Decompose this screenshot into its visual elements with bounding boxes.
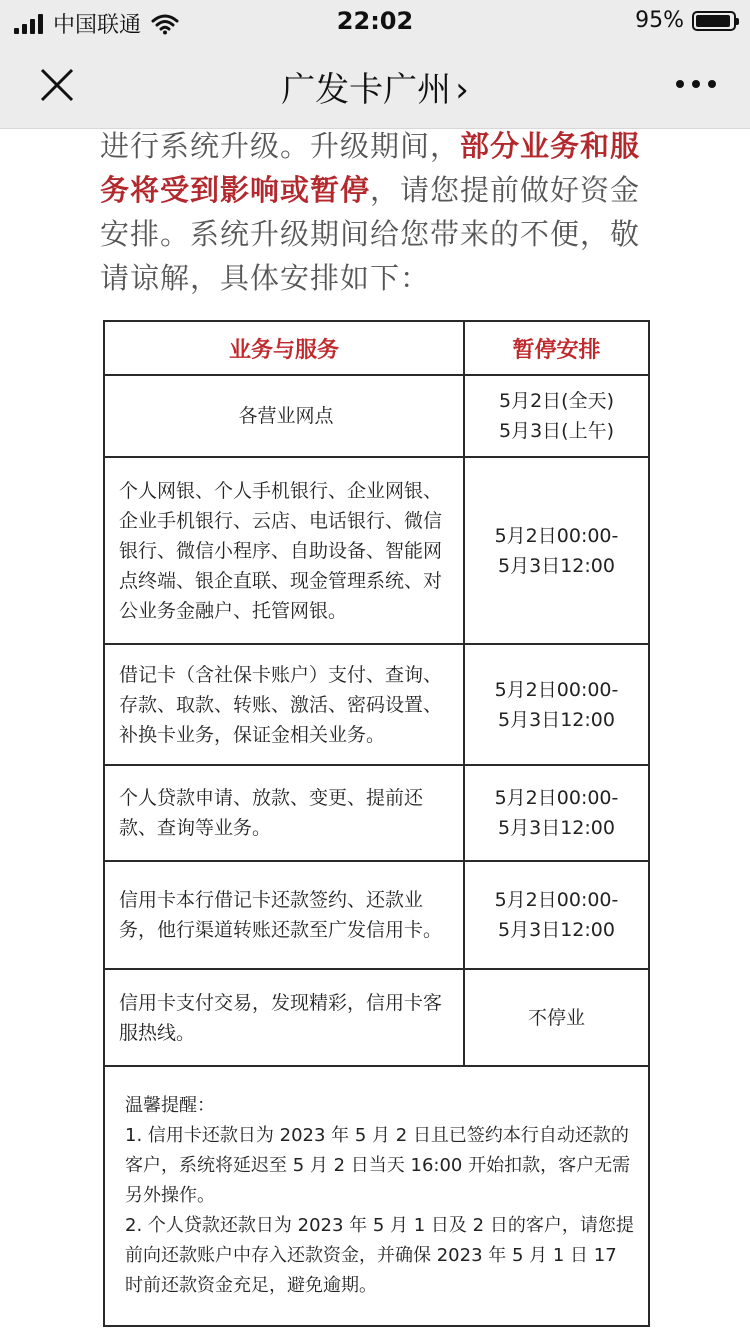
status-time: 22:02 [336,7,414,35]
service-cell: 个人网银、个人手机银行、企业网银、企业手机银行、云店、电话银行、微信银行、微信小程序、自助设备、智能网点终端、银企直联、现金管理系统、对公业务金融户、托管网银。 [104,457,464,644]
intro-highlight: 部分业务和服务将受到影响或暂停 [100,129,641,207]
tips-item: 1. 信用卡还款日为 2023 年 5 月 2 日且已签约本行自动还款的客户，系统将延迟至 5 月 2 日当天 16:00 开始扣款，客户无需另外操作。 [125,1125,631,1206]
table-row [104,765,649,861]
schedule-table [103,320,650,1327]
schedule-cell [464,861,649,969]
intro-text-1: 进行系统升级。升级期间， [100,129,461,163]
schedule-line: 5月2日(全天) [498,390,614,412]
schedule-line: 5月3日(上午) [498,420,614,442]
article-body [0,128,750,1334]
status-right [635,8,736,33]
header-schedule: 暂停安排 [464,321,649,375]
more-icon[interactable] [676,80,716,88]
table-header-row [104,321,649,375]
schedule-cell [464,457,649,644]
service-cell: 信用卡支付交易，发现精彩，信用卡客服热线。 [104,969,464,1066]
table-row [104,457,649,644]
service-cell: 个人贷款申请、放款、变更、提前还款、查询等业务。 [104,765,464,861]
chevron-right-icon: › [455,70,469,110]
service-cell: 借记卡（含社保卡账户）支付、查询、存款、取款、转账、激活、密码设置、补换卡业务，保证金相关业务。 [104,644,464,765]
schedule-cell [464,644,649,765]
table-row [104,861,649,969]
battery-icon [692,11,736,31]
tips-title: 温馨提醒： [125,1095,215,1116]
schedule-cell [464,375,649,457]
service-cell: 各营业网点 [104,375,464,457]
schedule-line: 5月3日12:00 [498,708,615,731]
schedule-line: 5月2日00:00- [494,787,619,809]
schedule-line: 5月2日00:00- [494,678,619,701]
table-row [104,969,649,1066]
schedule-line: 5月3日12:00 [498,919,615,941]
table-row [104,644,649,765]
schedule-line: 5月2日00:00- [494,889,619,911]
schedule-line: 5月2日00:00- [494,524,619,547]
nav-bar [0,42,750,129]
carrier-label: 中国联通 [53,13,142,38]
header-service: 业务与服务 [104,321,464,375]
service-cell: 信用卡本行借记卡还款签约、还款业务，他行渠道转账还款至广发信用卡。 [104,861,464,969]
table-row [104,375,649,457]
schedule-cell [464,969,649,1066]
account-title-link[interactable] [0,62,750,111]
schedule-line: 5月3日12:00 [498,817,615,839]
tips-row [104,1066,649,1326]
tips-item: 2. 个人贷款还款日为 2023 年 5 月 1 日及 2 日的客户，请您提前向还款账户中存入还款资金，并确保 2023 年 5 月 1 日 17 时前还款资金充足，避免逾期。 [125,1215,634,1296]
schedule-line: 5月3日12:00 [498,554,615,577]
schedule-line: 不停业 [527,1006,585,1029]
intro-paragraph [100,128,660,300]
battery-percent: 95% [635,8,684,33]
account-title: 广发卡广州 [281,70,452,110]
intro-text-2: ，请您提前做好资金安排。系统升级期间给您带来的不便，敬请谅解，具体安排如下： [100,173,641,295]
schedule-cell [464,765,649,861]
status-bar [0,0,750,42]
tips-cell [104,1066,649,1326]
